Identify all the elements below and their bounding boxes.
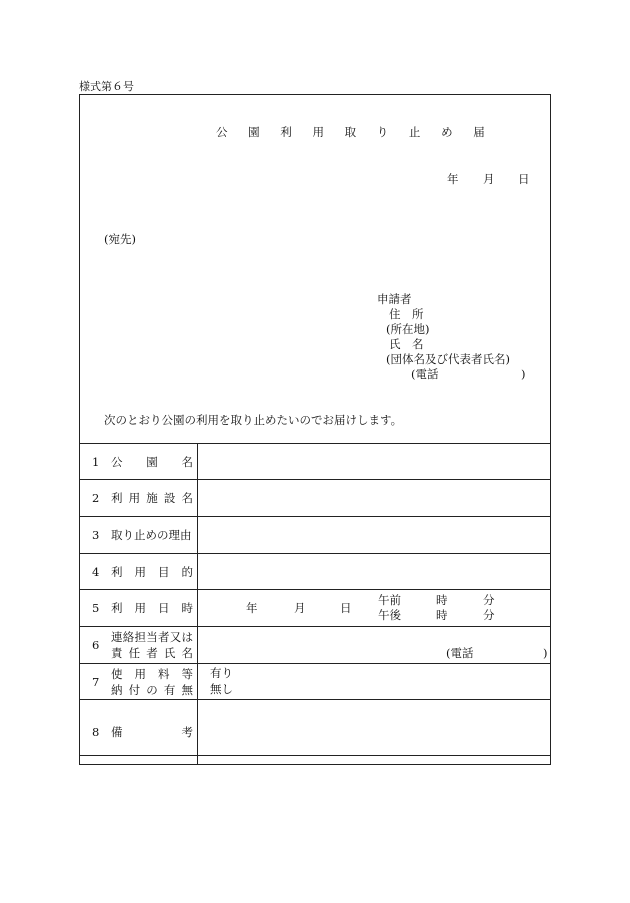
pm-minute-label: 分 — [483, 608, 495, 622]
am-minute-label: 分 — [483, 593, 495, 607]
addressee: (宛先) — [104, 232, 136, 246]
row-value-cell[interactable] — [198, 554, 551, 590]
statement: 次のとおり公園の利用を取り止めたいのでお届けします。 — [104, 413, 403, 427]
row-label-contact-person: 連 絡 担 当 者 又 は 責 任 者 氏 名 — [111, 630, 193, 660]
date-day-label: 日 — [518, 172, 530, 186]
table-row — [80, 700, 551, 765]
row-label-cell — [80, 664, 198, 700]
usage-year-label: 年 — [246, 601, 258, 615]
row-number: 8 — [92, 725, 100, 739]
contact-phone-close: ) — [543, 646, 548, 660]
row-label-purpose: 利 用 目 的 — [111, 565, 193, 579]
date-year-label: 年 — [447, 172, 459, 186]
row-value-cell[interactable] — [198, 444, 551, 480]
row-number: 1 — [92, 455, 100, 469]
applicant-address-label: 住 所 — [389, 307, 424, 321]
row-number: 7 — [92, 675, 100, 689]
table-row — [80, 554, 551, 590]
applicant-name-label: 氏 名 — [389, 337, 424, 351]
row-number: 6 — [92, 638, 100, 652]
table-row — [80, 627, 551, 664]
row-number: 4 — [92, 565, 100, 579]
row-label-cell — [80, 517, 198, 554]
am-hour-label: 時 — [436, 593, 448, 607]
fee-no-option[interactable]: 無し — [210, 682, 233, 696]
applicant-phone-open: (電話 — [411, 367, 439, 381]
row-label-remarks: 備 考 — [111, 725, 193, 739]
row-label-fee-payment: 使 用 料 等 納 付 の 有 無 — [111, 667, 193, 697]
row-label-date-time: 利 用 日 時 — [111, 601, 193, 615]
row-value-cell[interactable] — [198, 627, 551, 664]
row-value-cell[interactable] — [198, 480, 551, 517]
row-value-cell[interactable] — [198, 517, 551, 554]
pm-hour-label: 時 — [436, 608, 448, 622]
table-row — [80, 480, 551, 517]
applicant-name-sub: (団体名及び代表者氏名) — [386, 352, 510, 366]
row-label-cell — [80, 480, 198, 517]
row-label-cancel-reason: 取り止めの理由 — [111, 528, 192, 542]
pm-label: 午後 — [378, 608, 401, 622]
items-table — [79, 443, 551, 765]
am-label: 午前 — [378, 593, 401, 607]
date-month-label: 月 — [483, 172, 495, 186]
usage-day-label: 日 — [340, 601, 352, 615]
form-number: 様式第６号 — [79, 80, 134, 93]
row-number: 2 — [92, 491, 100, 505]
row-label-cell — [80, 554, 198, 590]
applicant-phone-close: ) — [521, 367, 526, 381]
row-number: 3 — [92, 528, 100, 542]
row-value-cell[interactable] — [198, 664, 551, 700]
row-value-cell[interactable] — [198, 590, 551, 627]
applicant-address-sub: (所在地) — [386, 322, 430, 336]
row-number: 5 — [92, 601, 100, 615]
table-row — [80, 517, 551, 554]
form-title: 公 園 利 用 取 り 止 め 届 — [216, 125, 494, 139]
fee-yes-option[interactable]: 有り — [210, 666, 233, 680]
usage-month-label: 月 — [294, 601, 306, 615]
table-row — [80, 664, 551, 700]
table-row — [80, 444, 551, 480]
table-row — [80, 590, 551, 627]
row-label-facility-name: 利 用 施 設 名 — [111, 491, 193, 505]
row-label-cell — [80, 700, 198, 765]
row-label-cell — [80, 444, 198, 480]
row-label-cell — [80, 590, 198, 627]
contact-phone-open: (電話 — [446, 646, 474, 660]
applicant-heading: 申請者 — [377, 292, 412, 306]
row-value-cell[interactable] — [198, 700, 551, 765]
row-label-cell — [80, 627, 198, 664]
row-label-park-name: 公 園 名 — [111, 455, 193, 469]
